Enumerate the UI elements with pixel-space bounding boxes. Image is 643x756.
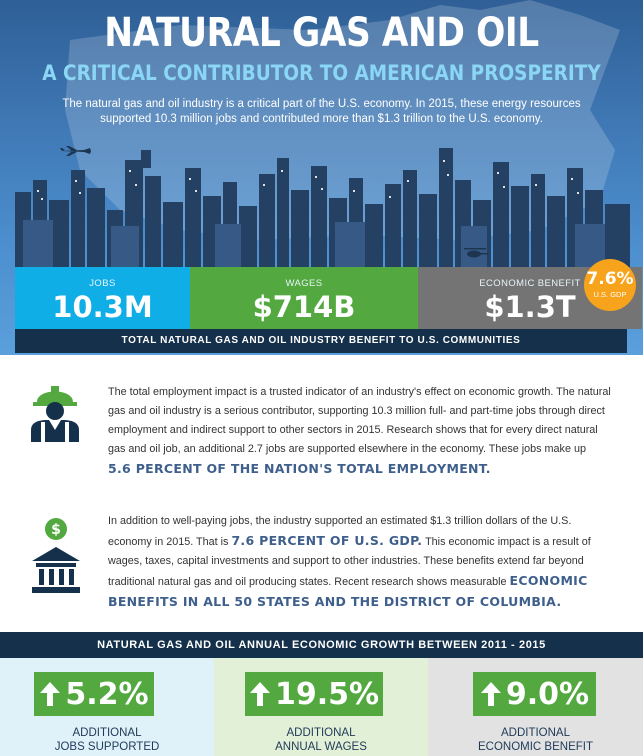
arrow-up-icon: [480, 681, 502, 707]
stat-econ-label: ECONOMIC BENEFIT: [479, 278, 581, 289]
stat-jobs: [15, 267, 190, 329]
svg-text:$: $: [51, 522, 61, 538]
gdp-badge-value: 7.6%: [586, 269, 634, 289]
growth-econ-label-line2: ECONOMIC BENEFIT: [477, 741, 593, 753]
growth-econ-box: [473, 672, 596, 716]
bank-dollar-icon: [30, 517, 82, 597]
city-skyline: [15, 140, 630, 268]
gdp-highlight-b: ECONOMIC BENEFITS IN ALL 50 STATES AND THE DISTRICT OF COLUMBIA.: [108, 573, 588, 609]
growth-jobs-value: 5.2%: [65, 676, 149, 712]
stat-wages: [190, 267, 418, 329]
gdp-highlight-a: 7.6 PERCENT OF U.S. GDP.: [231, 533, 423, 548]
gdp-badge-label: U.S. GDP: [593, 290, 627, 299]
gdp-badge: [584, 259, 636, 311]
growth-jobs: [0, 658, 214, 756]
total-benefit-caption: TOTAL NATURAL GAS AND OIL INDUSTRY BENEFIT TO U.S. COMMUNITIES: [15, 329, 627, 353]
growth-jobs-label: [0, 726, 214, 754]
stat-wages-value: $714B: [252, 290, 356, 324]
stat-econ-value: $1.3T: [484, 290, 576, 324]
employment-highlight: 5.6 PERCENT OF THE NATION'S TOTAL EMPLOYMENT.: [108, 461, 491, 476]
gdp-text-b: This economic impact is a result of wages, taxes, capital investments and support to other industries. These benefits extend far beyond traditional natural gas and oil producing states. Recent research shows measurable: [108, 536, 591, 588]
helicopter-icon: [462, 248, 488, 258]
stat-wages-label: WAGES: [285, 278, 323, 289]
employment-paragraph: [108, 383, 611, 480]
gdp-paragraph: [108, 512, 611, 613]
arrow-up-icon: [249, 681, 271, 707]
stats-bar: [15, 267, 642, 329]
stat-jobs-value: 10.3M: [52, 290, 153, 324]
arrow-up-icon: [39, 681, 61, 707]
growth-wages-label-line2: ANNUAL WAGES: [275, 741, 367, 753]
growth-wages-box: [245, 672, 383, 716]
worker-hardhat-icon: [27, 380, 83, 442]
gdp-text-a: In addition to well-paying jobs, the industry supported an estimated $1.3 trillion dollars of the U.S. economy in 2015. That is: [108, 515, 572, 548]
page-subtitle: A CRITICAL CONTRIBUTOR TO AMERICAN PROSPERITY: [42, 61, 601, 85]
growth-wages: [214, 658, 428, 756]
growth-header: NATURAL GAS AND OIL ANNUAL ECONOMIC GROWTH BETWEEN 2011 - 2015: [0, 632, 643, 658]
growth-stats: [0, 658, 643, 756]
page-title: NATURAL GAS AND OIL: [104, 10, 539, 56]
growth-jobs-label-line2: JOBS SUPPORTED: [54, 741, 160, 753]
growth-econ-label: [428, 726, 643, 754]
growth-wages-label-line1: ADDITIONAL: [286, 727, 356, 739]
growth-jobs-label-line1: ADDITIONAL: [72, 727, 142, 739]
growth-econ: [428, 658, 643, 756]
stat-jobs-label: JOBS: [89, 278, 116, 289]
growth-econ-label-line1: ADDITIONAL: [500, 727, 570, 739]
growth-econ-value: 9.0%: [505, 676, 590, 712]
intro-text: The natural gas and oil industry is a critical part of the U.S. economy. In 2015, these energy resources supported 10.3 million jobs and contributed more than $1.3 trillion to the U.S. economy.: [62, 98, 581, 125]
growth-wages-value: 19.5%: [274, 676, 380, 712]
growth-wages-label: [214, 726, 428, 754]
growth-jobs-box: [34, 672, 154, 716]
employment-text: The total employment impact is a trusted indicator of an industry's effect on economic growth. The natural gas and oil industry is a serious contributor, supporting 10.3 million full- and part-time jobs through direct employment and indirect support to other sectors in 2015. Research shows that for every direct natural gas and oil job, an additional 2.7 jobs are supported elsewhere in the economy. These jobs make up: [108, 386, 611, 455]
